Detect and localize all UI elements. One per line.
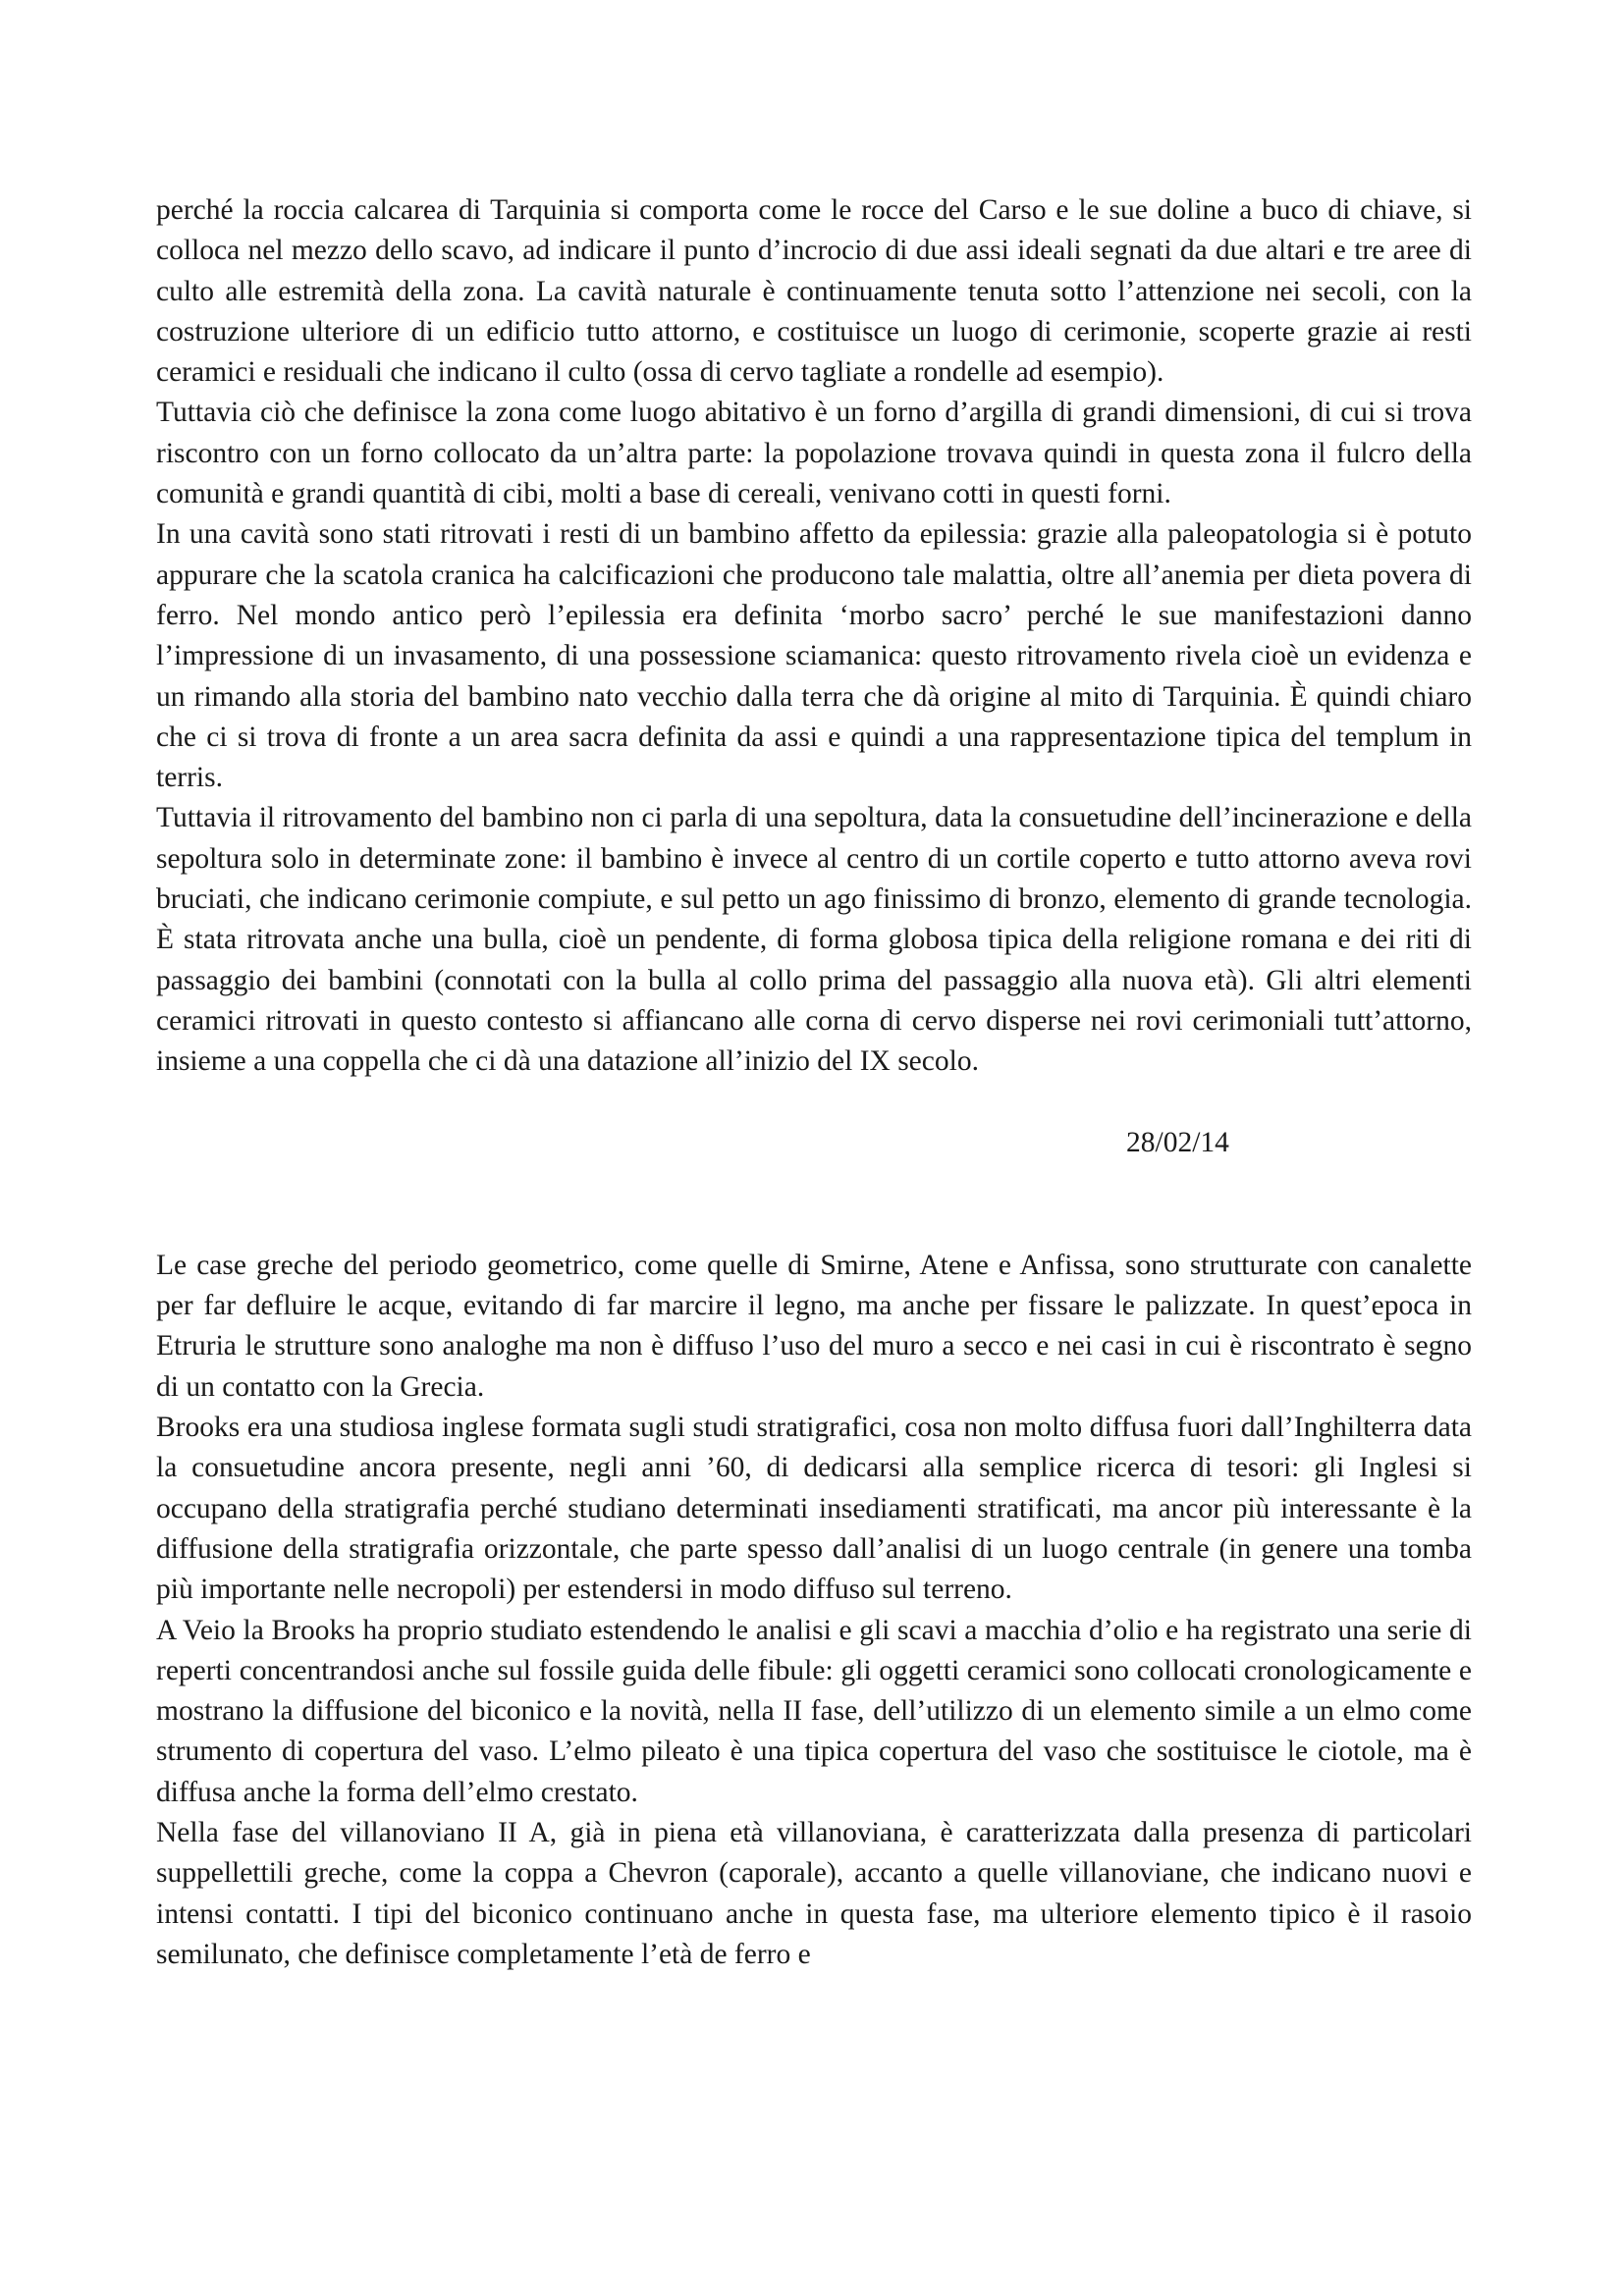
- section-tarquinia: [156, 190, 1472, 1083]
- paragraph: perché la roccia calcarea di Tarquinia si comporta come le rocce del Carso e le sue doline a buco di chiave, si colloca nel mezzo dello scavo, ad indicare il punto d’incrocio di due assi ideali segnati da due altari e tre aree di culto alle estremità della zona. La cavità naturale è continuamente tenuta sotto l’attenzione nei secoli, con la costruzione ulteriore di un edificio tutto attorno, e costituisce un luogo di cerimonie, scoperte grazie ai resti ceramici e residuali che indicano il culto (ossa di cervo tagliate a rondelle ad esempio).: [156, 194, 1472, 389]
- paragraph: In una cavità sono stati ritrovati i resti di un bambino affetto da epilessia: grazie alla paleopatologia si è potuto appurare che la scatola cranica ha calcificazioni che producono tale malattia, oltre all’anemia per dieta povera di ferro. Nel mondo antico però l’epilessia era definita ‘morbo sacro’ perché le sue manifestazioni danno l’impressione di un invasamento, di una possessione sciamanica: questo ritrovamento rivela cioè un evidenza e un rimando alla storia del bambino nato vecchio dalla terra che dà origine al mito di Tarquinia. È quindi chiaro che ci si trova di fronte a un area sacra definita da assi e quindi a una rappresentazione tipica del templum in terris.: [156, 518, 1472, 794]
- paragraph: Nella fase del villanoviano II A, già in piena età villanoviana, è caratterizzata dalla presenza di particolari suppellettili greche, come la coppa a Chevron (caporale), accanto a quelle villanoviane, che indicano nuovi e intensi contatti. I tipi del biconico continuano anche in questa fase, ma ulteriore elemento tipico è il rasoio semilunato, che definisce completamente l’età de ferro e: [156, 1816, 1472, 1970]
- paragraph: Tuttavia il ritrovamento del bambino non ci parla di una sepoltura, data la consuetudine dell’incinerazione e della sepoltura solo in determinate zone: il bambino è invece al centro di un cortile coperto e tutto attorno aveva rovi bruciati, che indicano cerimonie compiute, e sul petto un ago finissimo di bronzo, elemento di grande tecnologia. È stata ritrovata anche una bulla, cioè un pendente, di forma globosa tipica della religione romana e dei riti di passaggio dei bambini (connotati con la bulla al collo prima del passaggio alla nuova età). Gli altri elementi ceramici ritrovati in questo contesto si affiancano alle corna di cervo disperse nei rovi cerimoniali tutt’attorno, insieme a una coppella che ci dà una datazione all’inizio del IX secolo.: [156, 802, 1472, 1078]
- lecture-date: 28/02/14: [1126, 1126, 1229, 1158]
- paragraph: Le case greche del periodo geometrico, come quelle di Smirne, Atene e Anfissa, sono strutturate con canalette per far defluire le acque, evitando di far marcire il legno, ma anche per fissare le palizzate. In quest’epoca in Etruria le strutture sono analoghe ma non è diffuso l’uso del muro a secco e nei casi in cui è riscontrato è segno di un contatto con la Grecia.: [156, 1249, 1472, 1403]
- paragraph: Brooks era una studiosa inglese formata sugli studi stratigrafici, cosa non molto diffusa fuori dall’Inghilterra data la consuetudine ancora presente, negli anni ’60, di dedicarsi alla semplice ricerca di tesori: gli Inglesi si occupano della stratigrafia perché studiano determinati insediamenti stratificati, ma ancor più interessante è la diffusione della stratigrafia orizzontale, che parte spesso dall’analisi di un luogo centrale (in genere una tomba più importante nelle necropoli) per estendersi in modo diffuso sul terreno.: [156, 1412, 1472, 1606]
- document-page: [156, 190, 1472, 1975]
- paragraph: A Veio la Brooks ha proprio studiato estendendo le analisi e gli scavi a macchia d’olio e ha registrato una serie di reperti concentrandosi anche sul fossile guida delle fibule: gli oggetti ceramici sono collocati cronologicamente e mostrano la diffusione del biconico e la novità, nella II fase, dell’utilizzo di un elemento simile a un elmo come strumento di copertura del vaso. L’elmo pileato è una tipica copertura del vaso che sostituisce le ciotole, ma è diffusa anche la forma dell’elmo crestato.: [156, 1614, 1472, 1808]
- section-geometric-period: [156, 1246, 1472, 1975]
- paragraph: Tuttavia ciò che definisce la zona come luogo abitativo è un forno d’argilla di grandi dimensioni, di cui si trova riscontro con un forno collocato da un’altra parte: la popolazione trovava quindi in questa zona il fulcro della comunità e grandi quantità di cibi, molti a base di cereali, venivano cotti in questi forni.: [156, 397, 1472, 510]
